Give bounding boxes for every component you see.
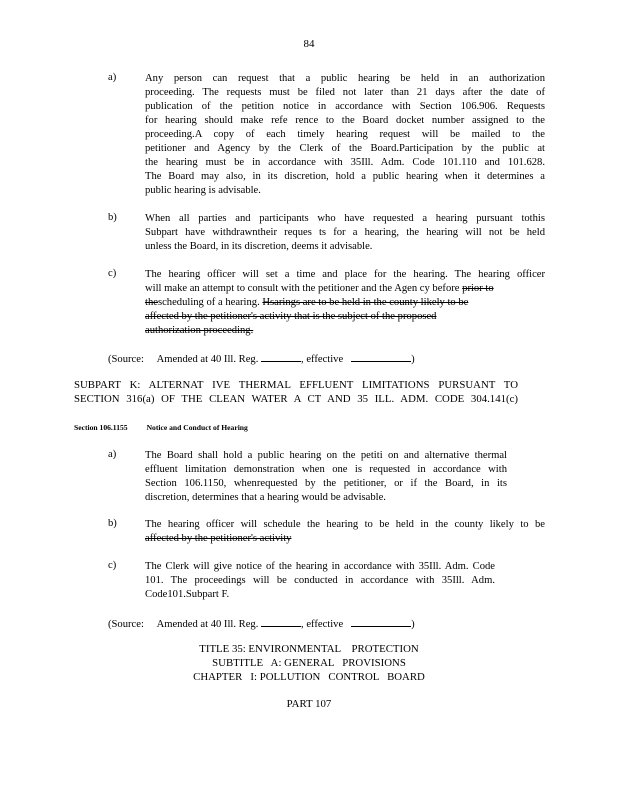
- text-line: the hearing must be in accordance with 35Ill. Adm. Code 101.110 and 101.628.: [145, 157, 545, 168]
- source-label: (Source:: [108, 619, 144, 630]
- source-close: ): [411, 619, 415, 630]
- text-span: will make an attempt to consult with the petitioner and the Agen cy before: [145, 283, 460, 294]
- section-title: Notice and Conduct of Hearing: [146, 423, 248, 432]
- text-line: Section 106.1150, whenrequested by the petitioner, or if the Board, in its: [145, 478, 507, 489]
- section-heading: [74, 423, 248, 432]
- text-line: effluent limitation demonstration when one is requested in accordance with: [145, 464, 507, 475]
- blank-line: [261, 616, 301, 627]
- struck-text: prior to: [462, 283, 494, 294]
- item-text: [145, 268, 545, 338]
- struck-text: Hsarings are to be held in the county likely to be: [262, 297, 469, 308]
- section-number: Section 106.1155: [74, 423, 128, 432]
- text-line: proceeding.A copy of each timely hearing request will be mailed to the: [145, 129, 545, 140]
- source-note: [108, 351, 415, 365]
- source-text: Amended at 40 Ill. Reg.: [156, 354, 259, 365]
- blank-line: [261, 351, 301, 362]
- text-line: Code101.Subpart F.: [145, 589, 230, 600]
- item-text: [145, 518, 545, 546]
- text-line: The Clerk will give notice of the hearing in accordance with 35Ill. Adm. Code: [145, 561, 495, 572]
- text-line: The hearing officer will schedule the hearing to be held in the county likely to be: [145, 519, 545, 530]
- source-note: [108, 616, 415, 630]
- text-line: When all parties and participants who have requested a hearing pursuant tothis: [145, 213, 545, 224]
- text-line: The Board shall hold a public hearing on the petiti on and alternative thermal: [145, 450, 507, 461]
- text-line: publication of the petition notice in accordance with Section 106.906. Requests: [145, 101, 545, 112]
- item-text: [145, 72, 545, 198]
- blank-line: [351, 616, 411, 627]
- text-line: discretion, determines that a hearing would be advisable.: [145, 492, 386, 503]
- struck-text: authorization proceeding.: [145, 325, 254, 336]
- text-span: scheduling of a hearing.: [157, 297, 260, 308]
- text-line: unless the Board, in its discretion, deems it advisable.: [145, 241, 373, 252]
- item-text: [145, 560, 495, 602]
- source-label: (Source:: [108, 354, 144, 365]
- item-label: a): [108, 449, 117, 460]
- source-text: , effective: [301, 354, 344, 365]
- blank-line: [351, 351, 411, 362]
- item-text: [145, 449, 507, 505]
- heading-line: SECTION 316(a) OF THE CLEAN WATER A CT AND 35 ILL. ADM. CODE 304.141(c): [74, 393, 518, 405]
- item-label: b): [108, 518, 117, 529]
- text-line: Subpart have withdrawntheir reques ts for a hearing, the hearing will not be held: [145, 227, 545, 238]
- title-line: TITLE 35: ENVIRONMENTAL PROTECTION: [199, 643, 419, 655]
- struck-text: affected by the petitioner's activity: [145, 533, 292, 544]
- source-text: Amended at 40 Ill. Reg.: [156, 619, 259, 630]
- source-text: , effective: [301, 619, 344, 630]
- chapter-line: CHAPTER I: POLLUTION CONTROL BOARD: [193, 671, 425, 683]
- text-line: The hearing officer will set a time and place for the hearing. The hearing officer: [145, 269, 545, 280]
- struck-text: the: [145, 297, 158, 308]
- item-label: a): [108, 72, 117, 83]
- struck-text: affected by the petitioner's activity that is the subject of the proposed: [145, 311, 437, 322]
- text-line: proceeding. The requests must be filed not later than 21 days after the date of: [145, 87, 545, 98]
- item-label: b): [108, 212, 117, 223]
- subpart-heading: [74, 378, 518, 406]
- item-label: c): [108, 560, 117, 571]
- item-label: c): [108, 268, 117, 279]
- subtitle-line: SUBTITLE A: GENERAL PROVISIONS: [212, 657, 406, 669]
- part-heading: PART 107: [286, 698, 332, 710]
- source-close: ): [411, 354, 415, 365]
- text-line: petitioner and Agency by the Clerk of the Board.Participation by the public at: [145, 143, 545, 154]
- item-text: [145, 212, 545, 254]
- text-line: public hearing is advisable.: [145, 185, 261, 196]
- title-block: [0, 642, 618, 684]
- text-line: Any person can request that a public hearing be held in an authorization: [145, 73, 545, 84]
- text-line: for hearing should make refe rence to the Board docket number assigned to the: [145, 115, 545, 126]
- text-line: The Board may also, in its discretion, hold a public hearing when it determines a: [145, 171, 545, 182]
- text-line: 101. The proceedings will be conducted in accordance with 35Ill. Adm.: [145, 575, 495, 586]
- heading-line: SUBPART K: ALTERNAT IVE THERMAL EFFLUENT LIMITATIONS PURSUANT TO: [74, 379, 518, 391]
- page-number: 84: [303, 38, 315, 50]
- text-line: [145, 296, 545, 310]
- text-line: [145, 282, 545, 296]
